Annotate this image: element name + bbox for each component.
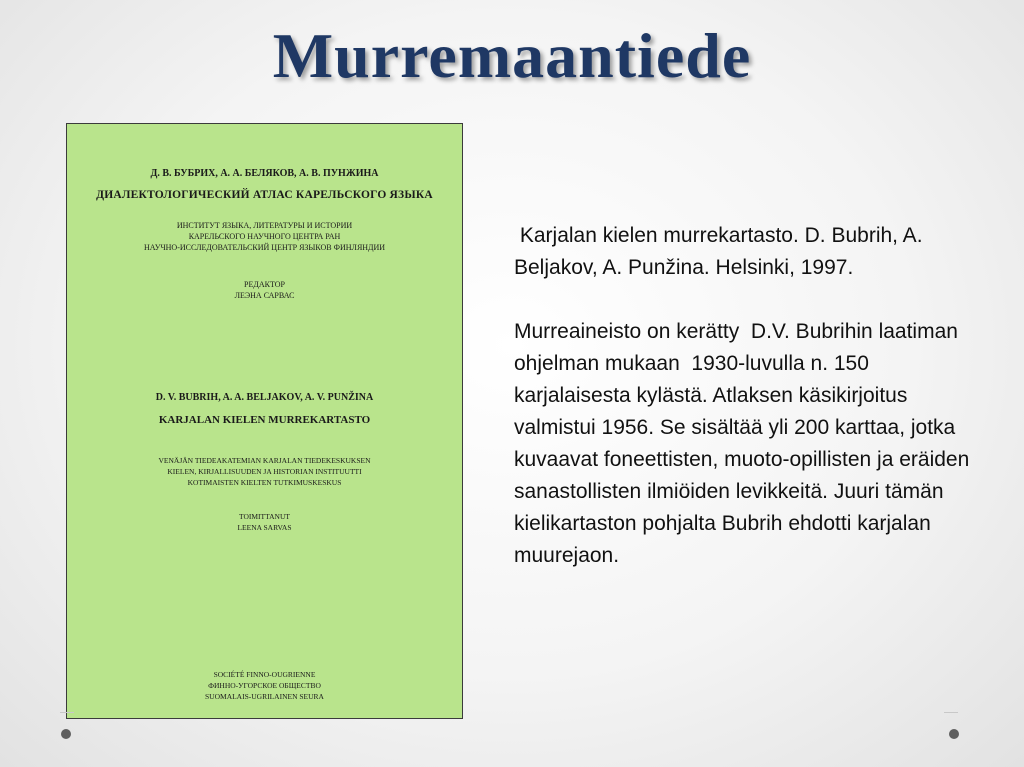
- cover-title-fi: KARJALAN KIELEN MURREKARTASTO: [158, 414, 371, 426]
- decorative-dot-right: [949, 729, 959, 739]
- cover-institute-ru: ИНСТИТУТ ЯЗЫКА, ЛИТЕРАТУРЫ И ИСТОРИИ КАРЕЛЬСКОГО НАУЧНОГО ЦЕНТРА РАН НАУЧНО-ИССЛЕДОВАТЕЛЬСКИЙ ЦЕНТР ЯЗЫКОВ ФИНЛЯНДИИ: [143, 221, 386, 252]
- cover-editor-fi: TOIMITTANUT LEENA SARVAS: [237, 512, 292, 532]
- decorative-dot-left: [61, 729, 71, 739]
- cover-institute-fi: VENÄJÄN TIEDEAKATEMIAN KARJALAN TIEDEKESKUKSEN KIELEN, KIRJALLISUUDEN JA HISTORIAN INSTITUUTTI KOTIMAISTEN KIELTEN TUTKIMUSKESKUS: [158, 456, 371, 487]
- slide-caption: Karjalan kielen murrekartasto. D. Bubrih, A. Beljakov, A. Punžina. Helsinki, 1997.: [514, 224, 929, 279]
- cover-title-ru: ДИАЛЕКТОЛОГИЧЕСКИЙ АТЛАС КАРЕЛЬСКОГО ЯЗЫКА: [96, 189, 433, 201]
- cover-editor-ru: РЕДАКТОР ЛЕЭНА САРВАС: [234, 280, 295, 300]
- cover-authors-fi: D. V. BUBRIH, A. A. BELJAKOV, A. V. PUNŽINA: [155, 392, 374, 403]
- decorative-line-left: [60, 712, 74, 713]
- decorative-line-right: [944, 712, 958, 713]
- cover-authors-ru: Д. В. БУБРИХ, А. А. БЕЛЯКОВ, А. В. ПУНЖИНА: [150, 168, 379, 179]
- cover-publishers: SOCIÉTÉ FINNO-OUGRIENNE ФИННО-УГОРСКОЕ ОБЩЕСТВО SUOMALAIS-UGRILAINEN SEURA: [205, 670, 324, 701]
- slide-text-block: [514, 220, 974, 572]
- slide-body: Murreaineisto on kerätty D.V. Bubrihin laatiman ohjelman mukaan 1930-luvulla n. 150 karjalaisesta kylästä. Atlaksen käsikirjoitus valmistui 1956. Se sisältää yli 200 karttaa, jotka kuvaavat foneettisten, muoto-opillisten ja eräiden sanastollisten ilmiöiden levikkeitä. Juuri tämän kielikartaston pohjalta Bubrih ehdotti karjalan muurejaon.: [514, 320, 976, 567]
- slide-title: Murremaantiede: [272, 20, 752, 91]
- book-cover-image: [66, 123, 463, 719]
